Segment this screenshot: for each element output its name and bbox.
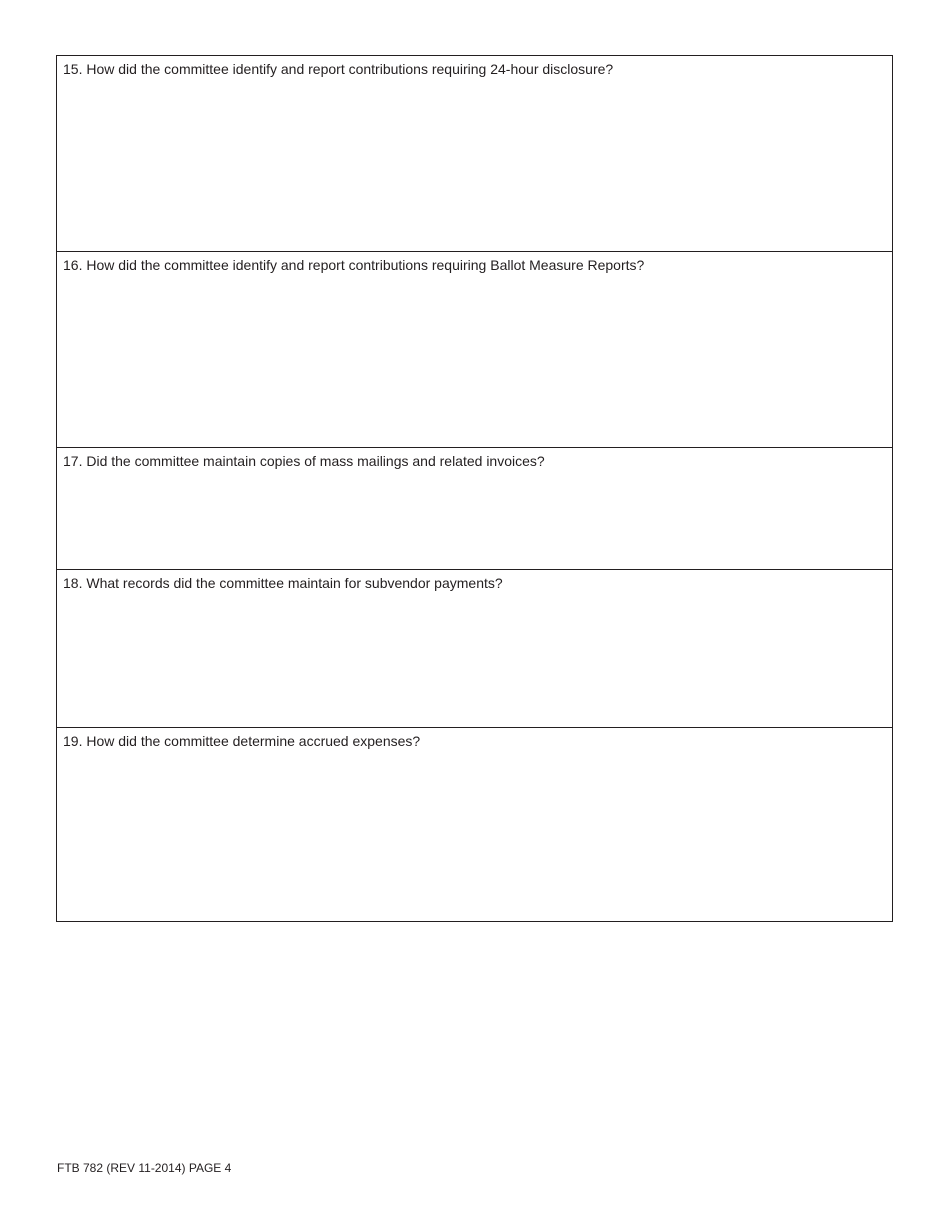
question-row-15 xyxy=(57,56,892,251)
question-18-answer-field[interactable] xyxy=(57,594,892,727)
question-16-label: 16. How did the committee identify and report contributions requiring Ballot Measure Reports? xyxy=(63,257,645,273)
question-19-answer-field[interactable] xyxy=(57,752,892,921)
question-row-18 xyxy=(57,569,892,727)
form-footer: FTB 782 (REV 11-2014) PAGE 4 xyxy=(57,1161,232,1175)
question-row-19 xyxy=(57,727,892,921)
question-15-answer-field[interactable] xyxy=(57,80,892,251)
question-row-17 xyxy=(57,447,892,569)
question-17-label: 17. Did the committee maintain copies of mass mailings and related invoices? xyxy=(63,453,545,469)
question-17-answer-field[interactable] xyxy=(57,472,892,569)
question-15-label: 15. How did the committee identify and report contributions requiring 24-hour disclosure? xyxy=(63,61,614,77)
questionnaire-table xyxy=(56,55,893,922)
question-18-label: 18. What records did the committee maintain for subvendor payments? xyxy=(63,575,503,591)
question-19-label: 19. How did the committee determine accrued expenses? xyxy=(63,733,421,749)
question-row-16 xyxy=(57,251,892,447)
question-16-answer-field[interactable] xyxy=(57,276,892,447)
